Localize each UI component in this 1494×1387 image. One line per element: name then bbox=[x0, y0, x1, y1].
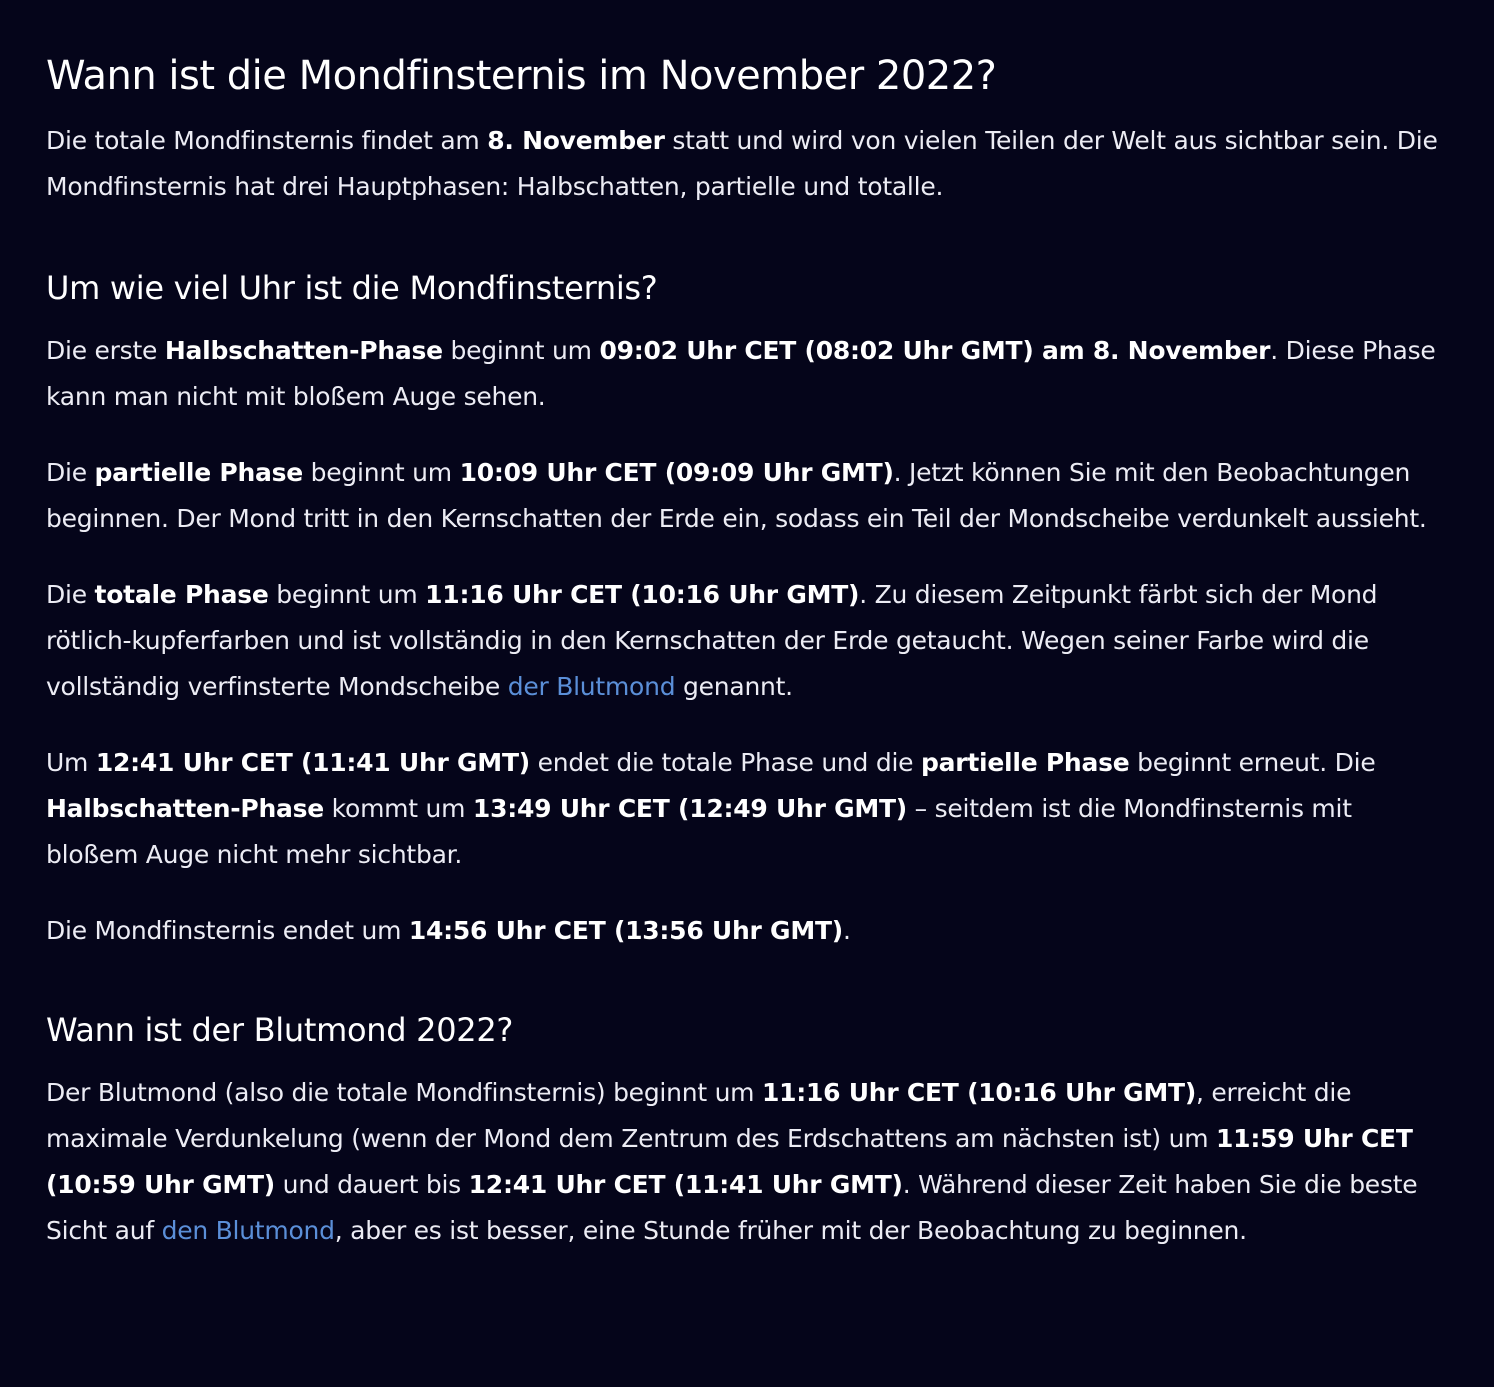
blood-moon-start-time: 11:16 Uhr CET (10:16 Uhr GMT) bbox=[761, 1078, 1197, 1107]
partial-text-3: . Jetzt können Sie mit den Beobachtungen beginnen. Der Mond tritt in den Kernschatten der Erde ein, sodass ein Teil der Mondscheibe verdunkelt aussieht. bbox=[46, 458, 1427, 533]
penumbral-text-3: . Diese Phase kann man nicht mit bloßem Auge sehen. bbox=[46, 336, 1436, 411]
blutmond-link-2[interactable]: den Blutmond bbox=[161, 1216, 335, 1245]
penumbral-phase-time: 09:02 Uhr CET (08:02 Uhr GMT) am 8. November bbox=[599, 336, 1271, 365]
partial-text-2: beginnt um bbox=[302, 458, 460, 487]
section-heading-time: Um wie viel Uhr ist die Mondfinsternis? bbox=[46, 269, 658, 307]
penumbral-phase-paragraph bbox=[46, 328, 1448, 420]
total-phase-label: totale Phase bbox=[94, 580, 269, 609]
partial-phase-paragraph bbox=[46, 450, 1448, 542]
blood-moon-paragraph bbox=[46, 1070, 1448, 1254]
blood-text-3: und dauert bis bbox=[274, 1170, 469, 1199]
penumbral-text-2: beginnt um bbox=[442, 336, 600, 365]
penumbral-return-time: 13:49 Uhr CET (12:49 Uhr GMT) bbox=[472, 794, 907, 823]
blood-moon-end-time: 12:41 Uhr CET (11:41 Uhr GMT) bbox=[468, 1170, 903, 1199]
eclipse-end-paragraph bbox=[46, 908, 1448, 954]
end-total-text-4: kommt um bbox=[323, 794, 473, 823]
total-phase-paragraph bbox=[46, 572, 1448, 710]
blutmond-link[interactable]: der Blutmond bbox=[507, 672, 676, 701]
blood-text-1: Der Blutmond (also die totale Mondfinsternis) beginnt um bbox=[46, 1078, 762, 1107]
total-text-1: Die bbox=[46, 580, 95, 609]
page-title: Wann ist die Mondfinsternis im November 2022? bbox=[46, 53, 997, 99]
partial-text-1: Die bbox=[46, 458, 95, 487]
blood-text-4: . Während dieser Zeit haben Sie die beste Sicht auf bbox=[46, 1170, 1418, 1245]
total-phase-time: 11:16 Uhr CET (10:16 Uhr GMT) bbox=[425, 580, 860, 609]
blood-text-5: , aber es ist besser, eine Stunde früher mit der Beobachtung zu beginnen. bbox=[334, 1216, 1247, 1245]
total-text-4: genannt. bbox=[675, 672, 793, 701]
end-total-text-2: endet die totale Phase und die bbox=[529, 748, 921, 777]
penumbral-phase-label-2: Halbschatten-Phase bbox=[46, 794, 324, 823]
intro-date: 8. November bbox=[487, 126, 665, 155]
total-text-2: beginnt um bbox=[268, 580, 426, 609]
section-heading-blood-moon: Wann ist der Blutmond 2022? bbox=[46, 1011, 514, 1049]
intro-text-1: Die totale Mondfinsternis findet am bbox=[46, 126, 488, 155]
intro-text-2: statt und wird von vielen Teilen der Welt aus sichtbar sein. Die Mondfinsternis hat drei Hauptphasen: Halbschatten, partielle und totalle. bbox=[46, 126, 1438, 201]
blood-text-2: , erreicht die maximale Verdunkelung (wenn der Mond dem Zentrum des Erdschattens am nächsten ist) um bbox=[46, 1078, 1352, 1153]
penumbral-phase-label: Halbschatten-Phase bbox=[164, 336, 443, 365]
partial-phase-label-2: partielle Phase bbox=[920, 748, 1130, 777]
partial-phase-label: partielle Phase bbox=[94, 458, 303, 487]
blood-moon-max-time: 11:59 Uhr CET (10:59 Uhr GMT) bbox=[46, 1124, 1413, 1199]
end-total-text-1: Um bbox=[46, 748, 96, 777]
intro-paragraph bbox=[46, 118, 1448, 210]
end-text-2: . bbox=[842, 916, 851, 945]
eclipse-end-time: 14:56 Uhr CET (13:56 Uhr GMT) bbox=[408, 916, 843, 945]
end-text-1: Die Mondfinsternis endet um bbox=[46, 916, 409, 945]
total-text-3: . Zu diesem Zeitpunkt färbt sich der Mond rötlich-kupferfarben und ist vollständig in den Kernschatten der Erde getaucht. Wegen seiner Farbe wird die vollständig verfinsterte Mondscheibe bbox=[46, 580, 1378, 701]
end-total-phase-paragraph bbox=[46, 740, 1448, 878]
end-total-text-3: beginnt erneut. Die bbox=[1129, 748, 1376, 777]
penumbral-text-1: Die erste bbox=[46, 336, 165, 365]
partial-phase-time: 10:09 Uhr CET (09:09 Uhr GMT) bbox=[459, 458, 894, 487]
end-total-time: 12:41 Uhr CET (11:41 Uhr GMT) bbox=[95, 748, 530, 777]
end-total-text-5: – seitdem ist die Mondfinsternis mit bloßem Auge nicht mehr sichtbar. bbox=[46, 794, 1352, 869]
